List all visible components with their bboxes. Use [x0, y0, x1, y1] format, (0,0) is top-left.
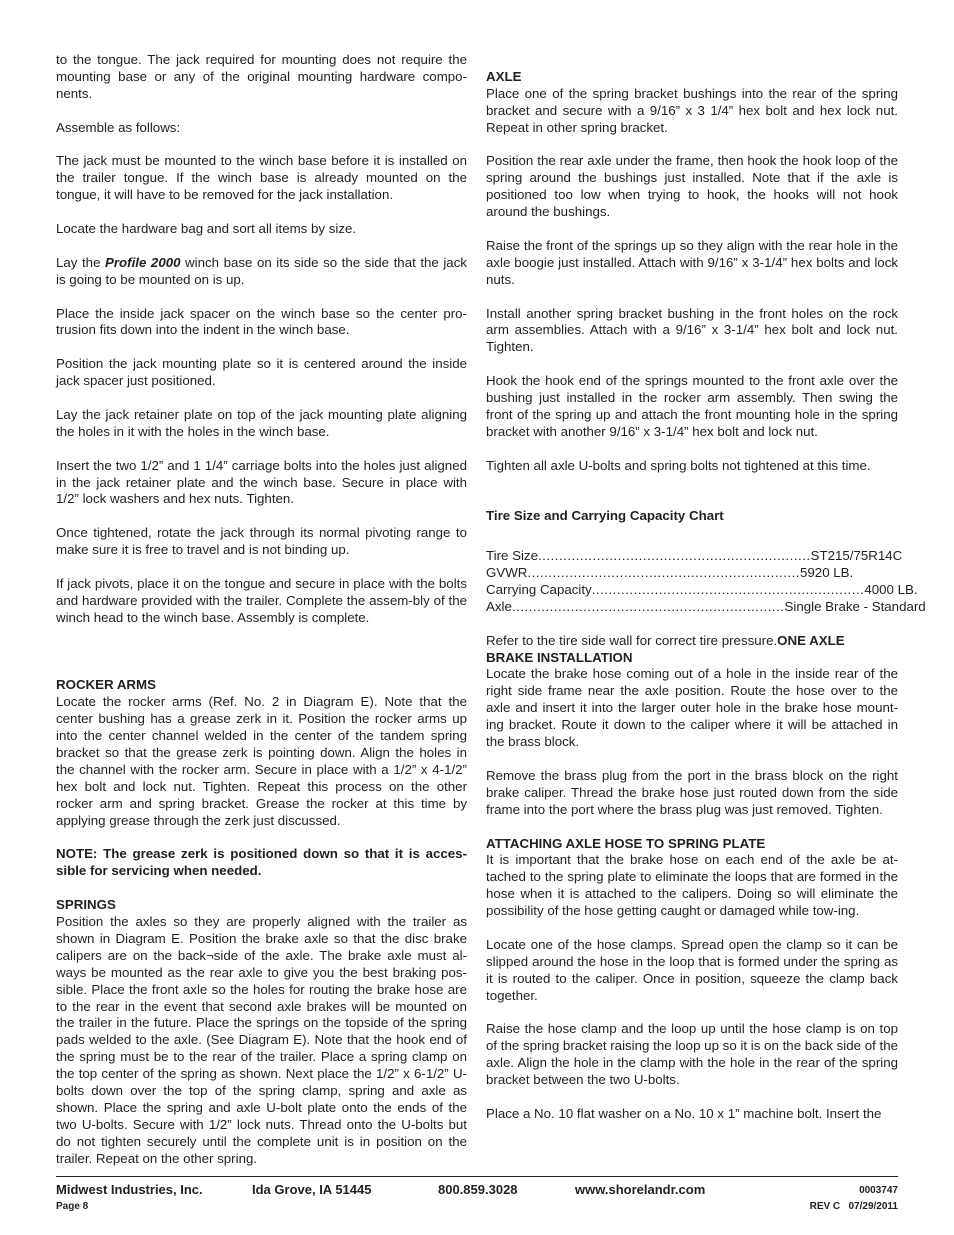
intro-paragraph: The jack must be mounted to the winch base before it is installed on the trailer tongue. If the winch base is already mounted on the tongue, it will have to be removed for the jack installation. — [56, 153, 467, 203]
product-name: Profile 2000 — [105, 254, 181, 270]
tire-pressure-text: Refer to the tire side wall for correct tire pressure. — [486, 632, 778, 648]
axle-paragraph: Position the rear axle under the frame, then hook the hook loop of the spring around the bushings just installed. Note that if the axle is positioned too low when trying to hook, the hooks will not hook around the bushings. — [486, 153, 898, 220]
footer-phone: 800.859.3028 — [438, 1182, 518, 1197]
brake-paragraph: Remove the brass plug from the port in the brass block on the right brake caliper. Thread the brake hose just routed down from the side frame into the port where the brass plug was just removed. Tighten. — [486, 767, 898, 817]
footer-company: Midwest Industries, Inc. — [56, 1182, 203, 1197]
footer-page-number: Page 8 — [56, 1201, 89, 1212]
jack-step: Insert the two 1/2” and 1 1/4” carriage bolts into the holes just aligned in the jack retainer plate and the winch base. Secure in place with 1/2” lock washers and hex nuts. Tighten. — [56, 457, 467, 507]
footer-revision: REV C 07/29/2011 — [809, 1201, 898, 1212]
jack-step: Once tightened, rotate the jack through its normal pivoting range to make sure it is free to travel and is not binding up. — [56, 525, 467, 558]
axle-paragraph: Hook the hook end of the springs mounted to the front axle over the bushing just installed in the rocker arm assembly. Then swing the front of the spring up and attach the front mounting hole in the spring bracket with another 9/16” x 3-1/4” hex bolt and lock nut. — [486, 373, 898, 439]
lay-prefix: Lay the — [56, 254, 106, 270]
tire-chart-value: ST215/75R14C — [810, 548, 903, 564]
tire-chart-value: 4000 LB. — [864, 581, 918, 597]
jack-step: Lay the jack retainer plate on top of the jack mounting plate aligning the holes in it with the holes in the winch base. — [56, 406, 467, 439]
intro-paragraph: Assemble as follows: — [56, 119, 181, 135]
hose-paragraph: It is important that the brake hose on each end of the axle be at-tached to the spring plate to eliminate the loops that are formed in the hose when it is attached to the calipers. Doing so will eliminate the possibility of the hose getting caught or damaged while tow-ing. — [486, 852, 898, 919]
jack-step: Position the jack mounting plate so it is centered around the inside jack spacer just positioned. — [56, 356, 467, 389]
tire-chart-label: Axle — [486, 598, 512, 614]
tire-chart — [486, 548, 926, 616]
brake-installation-section — [486, 633, 898, 751]
axle-section — [486, 69, 898, 137]
right-column — [486, 52, 926, 1123]
axle-heading: AXLE — [486, 68, 522, 84]
tire-chart-label: Carrying Capacity — [486, 581, 592, 597]
tire-chart-row: Axle ................................................................. Single Brake - Standard — [486, 598, 926, 614]
footer-doc-number: 0003747 — [859, 1185, 898, 1196]
hose-paragraph: Raise the hose clamp and the loop up until the hose clamp is on top of the spring bracket raising the loop up so it is on the back side of the axle. Align the hole in the clamp with the hole in the rear of the spring bracket between the two U-bolts. — [486, 1021, 898, 1088]
hose-section — [486, 836, 898, 921]
footer-website: www.shorelandr.com — [575, 1182, 706, 1197]
brake-installation-heading: BRAKE INSTALLATION — [486, 649, 633, 665]
tire-chart-value: Single Brake - Standard — [784, 598, 926, 614]
rocker-arms-heading: ROCKER ARMS — [56, 677, 156, 693]
tire-chart-label: GVWR — [486, 565, 528, 581]
tire-chart-row: GVWR ................................................................. 5920 LB. — [486, 565, 854, 581]
tire-chart-heading: Tire Size and Carrying Capacity Chart — [486, 508, 724, 524]
springs-text: Position the axles so they are properly aligned with the trailer as shown in Diagram E. Position the brake axle so that the disc brake calipers are on the back¬side of the axle. The brake axle must al-ways be mounted as the rear axle to give you the best braking pos-sible. Place the front axle so the holes for routing the brake hose are to the rear in the event that second axle brakes will be mounted on the trailer in the future. Place the springs on the topside of the spring pads welded to the axle. (See Diagram E). Note that the hook end of the spring must be to the rear of the trailer. Place a spring clamp on the top center of the spring as shown. Next place the 1/2” x 6-1/2” U-bolts down over the top of the spring clamp, spring and axle as shown. Place the spring and axle U-bolt plate onto the ends of the two U-bolts. Secure with 1/2” lock nuts. Thread onto the U-bolts but do not tighten securely until the complete unit is in position on the trailer. Repeat on the other spring. — [56, 913, 467, 1166]
one-axle-heading: ONE AXLE — [777, 632, 845, 648]
tire-chart-row: Carrying Capacity ................................................................. 4000 LB. — [486, 581, 918, 597]
left-column — [56, 52, 467, 1168]
axle-paragraph: Tighten all axle U-bolts and spring bolts not tightened at this time. — [486, 457, 871, 473]
springs-section — [56, 897, 467, 1168]
axle-paragraph: Place one of the spring bracket bushings into the rear of the spring bracket and secure with a 9/16” x 3 1/4” hex bolt and hex lock nut. Repeat in other spring bracket. — [486, 85, 898, 135]
lay-suffix: winch base on its side so the side that the jack is going to be mounted on is up. — [56, 254, 467, 287]
intro-paragraph: to the tongue. The jack required for mounting does not require the mounting base or any of the original mounting hardware compo-nents. — [56, 52, 467, 101]
intro-paragraph: Locate the hardware bag and sort all items by size. — [56, 221, 357, 237]
tire-chart-value: 5920 LB. — [800, 565, 854, 581]
axle-paragraph: Raise the front of the springs up so they align with the rear hole in the axle boogie just installed. Attach with 9/16” x 3-1/4” hex bolts and lock nuts. — [486, 237, 898, 287]
jack-step: Place the inside jack spacer on the winch base so the center pro-trusion fits down into the indent in the winch base. — [56, 305, 467, 338]
footer-city: Ida Grove, IA 51445 — [252, 1182, 372, 1197]
rocker-arms-text: Locate the rocker arms (Ref. No. 2 in Diagram E). Note that the center bushing has a grease zerk in it. Position the rocker arms up into the center channel welded in the center of the tandem spring bracket so that the grease zerk is pointing down. Align the holes in the channel with the rocker arm. Secure in place with a 1/2” x 4-1/2” hex bolt and lock nut. Tighten. Repeat this process on the other rocker arm and spring bracket. Grease the rocker at this time by applying grease through the zerk just discussed. — [56, 694, 467, 828]
brake-paragraph: Locate the brake hose coming out of a hole in the inside rear of the right side frame near the axle position. Route the hose over to the axle and insert it into the larger outer hole in the brake hose mount-ing bracket. Route it down to the caliper where it will be attached in the brass block. — [486, 666, 898, 750]
hose-heading: ATTACHING AXLE HOSE TO SPRING PLATE — [486, 835, 766, 851]
axle-paragraph: Install another spring bracket bushing in the front holes on the rock arm assemblies. Attach with a 9/16” x 3-1/4” hex bolt and lock nut. Tighten. — [486, 305, 898, 355]
lay-profile-paragraph — [56, 255, 467, 289]
tire-chart-label: Tire Size — [486, 548, 538, 564]
hose-paragraph: Locate one of the hose clamps. Spread open the clamp so it can be slipped around the hose in the loop that is formed under the spring as it is routed to the caliper. Once in position, squeeze the clamp back together. — [486, 936, 898, 1003]
tire-chart-row: Tire Size ................................................................. ST215/75R14C — [486, 548, 903, 564]
hose-paragraph: Place a No. 10 flat washer on a No. 10 x 1” machine bolt. Insert the — [486, 1105, 882, 1121]
rocker-arms-section — [56, 677, 467, 829]
grease-note: NOTE: The grease zerk is positioned down so that it is acces-sible for servicing when needed. — [56, 846, 467, 879]
jack-step: If jack pivots, place it on the tongue and secure in place with the bolts and hardware provided with the trailer. Complete the assem-bly of the winch head to the winch base. Assembly is complete. — [56, 575, 467, 625]
footer-rule — [56, 1176, 898, 1177]
springs-heading: SPRINGS — [56, 897, 116, 913]
